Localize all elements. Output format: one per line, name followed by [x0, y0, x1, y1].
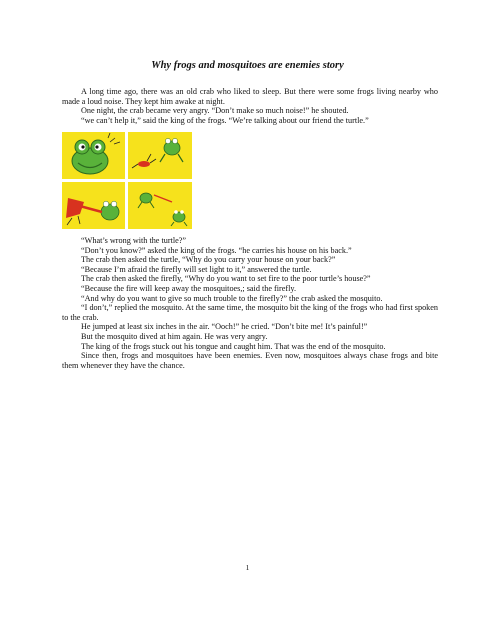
- paragraph: “Because I’m afraid the firefly will set light to it,” answered the turtle.: [81, 264, 312, 274]
- paragraph: A long time ago, there was an old crab who liked to sleep. But there were some frogs living nearby who made a loud noise. They kept him awake at night.: [62, 87, 438, 106]
- intro-text: [62, 87, 438, 125]
- frog-mosquito-cartoon-icon: [62, 132, 192, 229]
- paragraph: The crab then asked the firefly, “Why do you want to set fire to the poor turtle’s house?”: [81, 274, 371, 284]
- paragraph: The king of the frogs stuck out his tongue and caught him. That was the end of the mosquito.: [81, 341, 386, 351]
- story-title: Why frogs and mosquitoes are enemies story: [151, 60, 344, 71]
- paragraph: One night, the crab became very angry. “Don’t make so much noise!” he shouted.: [81, 106, 349, 116]
- paragraph: “I don’t,” replied the mosquito. At the same time, the mosquito bit the king of the frogs who had first spoken to the crab.: [62, 303, 438, 322]
- paragraph: “What’s wrong with the turtle?”: [81, 236, 187, 245]
- paragraph: Since then, frogs and mosquitoes have been enemies. Even now, mosquitoes always chase frogs and bite them whenever they have the chance.: [62, 351, 438, 370]
- paragraph: The crab then asked the turtle, “Why do you carry your house on your back?”: [81, 255, 336, 265]
- page-number: 1: [245, 563, 250, 572]
- paragraph: “we can’t help it,” said the king of the frogs. “We’re talking about our friend the turtle.”: [81, 115, 369, 125]
- story-text: [62, 236, 438, 370]
- paragraph: “Don’t you know?” asked the king of the frogs. “he carries his house on his back.”: [81, 245, 352, 255]
- paragraph: “And why do you want to give so much trouble to the firefly?” the crab asked the mosquito.: [81, 293, 383, 303]
- paragraph: But the mosquito dived at him again. He was very angry.: [81, 331, 268, 341]
- paragraph: “Because the fire will keep away the mosquitoes,; said the firefly.: [81, 283, 296, 293]
- paragraph: He jumped at least six inches in the air. “Ooch!” he cried. “Don’t bite me! It’s painful!”: [81, 322, 368, 332]
